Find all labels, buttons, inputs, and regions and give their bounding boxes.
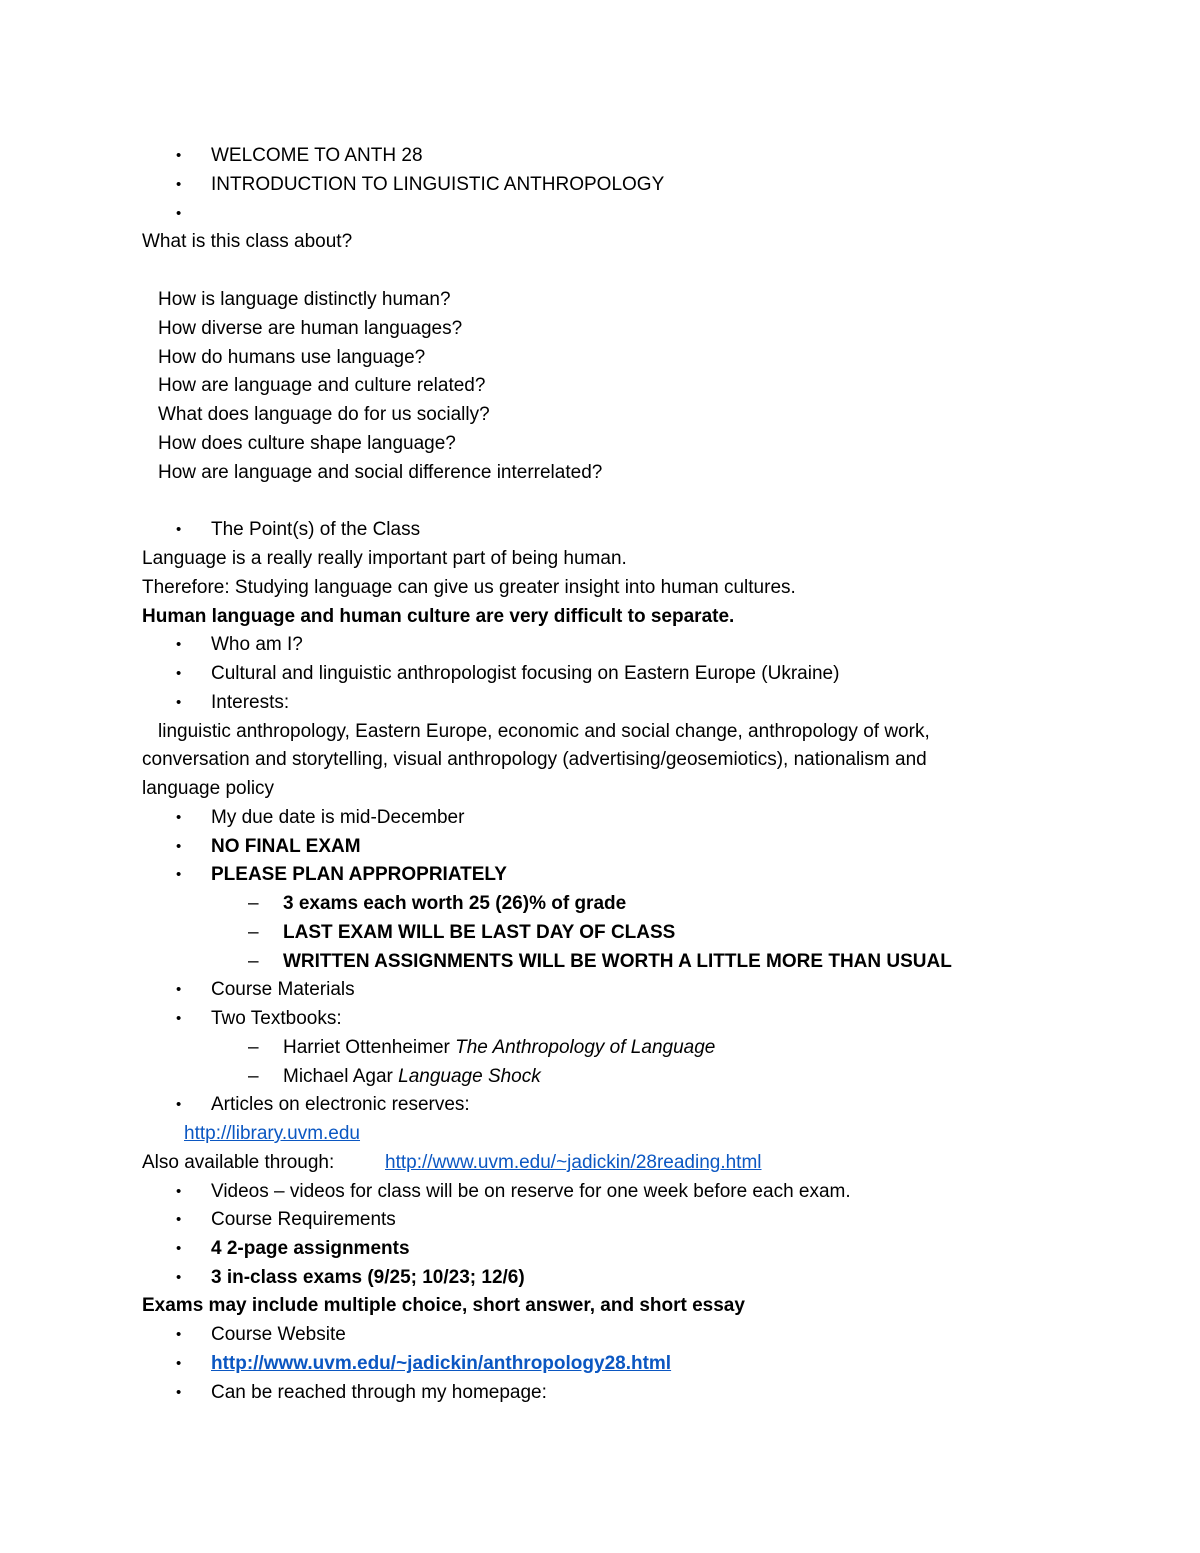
dash-bullet: –: [248, 1066, 259, 1087]
paragraph-text: conversation and storytelling, visual anthropology (advertising/geosemiotics), nationalism and: [142, 749, 927, 770]
welcome-heading: WELCOME TO ANTH 28: [211, 145, 423, 166]
textbook-author: Michael Agar: [283, 1066, 399, 1087]
paragraph-text-bold: Exams may include multiple choice, short answer, and short essay: [142, 1295, 745, 1316]
section-heading: The Point(s) of the Class: [211, 519, 421, 540]
question-text: How diverse are human languages?: [158, 318, 463, 339]
list-item: [0, 860, 1200, 889]
textbook-entry: [283, 1033, 715, 1062]
bullet: •: [176, 1355, 182, 1372]
list-item: [0, 1349, 1200, 1378]
bullet: •: [176, 1211, 182, 1228]
list-text-bold: NO FINAL EXAM: [211, 836, 361, 857]
bullet: •: [176, 1183, 182, 1200]
dash-bullet: –: [248, 893, 259, 914]
list-text-bold: 4 2-page assignments: [211, 1238, 410, 1259]
sublist-item: [0, 889, 1200, 918]
bullet: •: [176, 1384, 182, 1401]
library-link[interactable]: http://library.uvm.edu: [184, 1123, 361, 1144]
question-line: [0, 429, 1200, 458]
sublist-item: [0, 918, 1200, 947]
textbook-author: Harriet Ottenheimer: [283, 1037, 456, 1058]
question-text: How are language and culture related?: [158, 375, 486, 396]
list-item: [0, 1234, 1200, 1263]
bullet: •: [176, 981, 182, 998]
reading-link[interactable]: http://www.uvm.edu/~jadickin/28reading.html: [385, 1152, 762, 1173]
bullet: •: [176, 665, 182, 682]
list-item: [0, 199, 1200, 228]
bullet: •: [176, 636, 182, 653]
list-item: [0, 1378, 1200, 1407]
about-question: What is this class about?: [142, 231, 353, 252]
question-line: [0, 343, 1200, 372]
question-text: How are language and social difference interrelated?: [158, 462, 603, 483]
sublist-item: [0, 1033, 1200, 1062]
list-text: My due date is mid-December: [211, 807, 465, 828]
paragraph-text: linguistic anthropology, Eastern Europe, economic and social change, anthropology of work,: [158, 721, 930, 742]
paragraph-text: Therefore: Studying language can give us greater insight into human cultures.: [142, 577, 796, 598]
list-text: Course Materials: [211, 979, 355, 1000]
list-item: [0, 1205, 1200, 1234]
list-text-bold: PLEASE PLAN APPROPRIATELY: [211, 864, 507, 885]
paragraph-text: Also available through:: [142, 1152, 335, 1173]
question-text: What does language do for us socially?: [158, 404, 490, 425]
list-text: Interests:: [211, 692, 290, 713]
sublist-text-bold: 3 exams each worth 25 (26)% of grade: [283, 893, 627, 914]
list-text: Cultural and linguistic anthropologist focusing on Eastern Europe (Ukraine): [211, 663, 840, 684]
list-item: [0, 141, 1200, 170]
paragraph: [0, 573, 1200, 602]
paragraph-text: Language is a really really important part of being human.: [142, 548, 627, 569]
list-text: Can be reached through my homepage:: [211, 1382, 547, 1403]
list-text: Two Textbooks:: [211, 1008, 342, 1029]
bullet: •: [176, 1240, 182, 1257]
list-item: [0, 975, 1200, 1004]
list-item: [0, 1177, 1200, 1206]
paragraph: [0, 602, 1200, 631]
bullet: •: [176, 176, 182, 193]
dash-bullet: –: [248, 1037, 259, 1058]
list-item: [0, 1263, 1200, 1292]
sublist-text-bold: LAST EXAM WILL BE LAST DAY OF CLASS: [283, 922, 676, 943]
sublist-text-bold: WRITTEN ASSIGNMENTS WILL BE WORTH A LITTLE MORE THAN USUAL: [283, 951, 952, 972]
paragraph: [0, 1148, 1200, 1177]
paragraph-text-bold: Human language and human culture are very difficult to separate.: [142, 606, 735, 627]
bullet: •: [176, 521, 182, 538]
dash-bullet: –: [248, 922, 259, 943]
paragraph: [0, 227, 1200, 256]
bullet: •: [176, 1010, 182, 1027]
bullet: •: [176, 205, 182, 222]
paragraph-text: language policy: [142, 778, 275, 799]
list-text: Who am I?: [211, 634, 303, 655]
question-text: How do humans use language?: [158, 347, 426, 368]
list-text: Videos – videos for class will be on reserve for one week before each exam.: [211, 1181, 851, 1202]
paragraph: [0, 1291, 1200, 1320]
textbook-title: Language Shock: [398, 1066, 541, 1087]
link-line: [0, 1119, 1200, 1148]
bullet: •: [176, 838, 182, 855]
list-item: [0, 170, 1200, 199]
question-text: How does culture shape language?: [158, 433, 456, 454]
paragraph: [0, 774, 1200, 803]
bullet: •: [176, 866, 182, 883]
question-text: How is language distinctly human?: [158, 289, 451, 310]
list-text: Course Website: [211, 1324, 346, 1345]
list-item: [0, 1090, 1200, 1119]
list-item: [0, 688, 1200, 717]
textbook-title: The Anthropology of Language: [455, 1037, 716, 1058]
list-item: [0, 659, 1200, 688]
paragraph: [0, 717, 1200, 746]
list-item: [0, 803, 1200, 832]
list-item: [0, 832, 1200, 861]
bullet: •: [176, 694, 182, 711]
question-line: [0, 314, 1200, 343]
bullet: •: [176, 809, 182, 826]
question-line: [0, 285, 1200, 314]
paragraph: [0, 544, 1200, 573]
list-item: [0, 630, 1200, 659]
question-line: [0, 458, 1200, 487]
bullet: •: [176, 147, 182, 164]
bullet: •: [176, 1096, 182, 1113]
list-text: Course Requirements: [211, 1209, 396, 1230]
question-line: [0, 400, 1200, 429]
list-item: [0, 1004, 1200, 1033]
course-title: INTRODUCTION TO LINGUISTIC ANTHROPOLOGY: [211, 174, 665, 195]
textbook-entry: [283, 1062, 541, 1091]
course-website-link[interactable]: http://www.uvm.edu/~jadickin/anthropology28.html: [211, 1353, 672, 1374]
sublist-item: [0, 947, 1200, 976]
dash-bullet: –: [248, 951, 259, 972]
list-item: [0, 515, 1200, 544]
bullet: •: [176, 1269, 182, 1286]
list-text-bold: 3 in-class exams (9/25; 10/23; 12/6): [211, 1267, 525, 1288]
paragraph: [0, 745, 1200, 774]
list-item: [0, 1320, 1200, 1349]
sublist-item: [0, 1062, 1200, 1091]
question-line: [0, 371, 1200, 400]
list-text: Articles on electronic reserves:: [211, 1094, 470, 1115]
bullet: •: [176, 1326, 182, 1343]
